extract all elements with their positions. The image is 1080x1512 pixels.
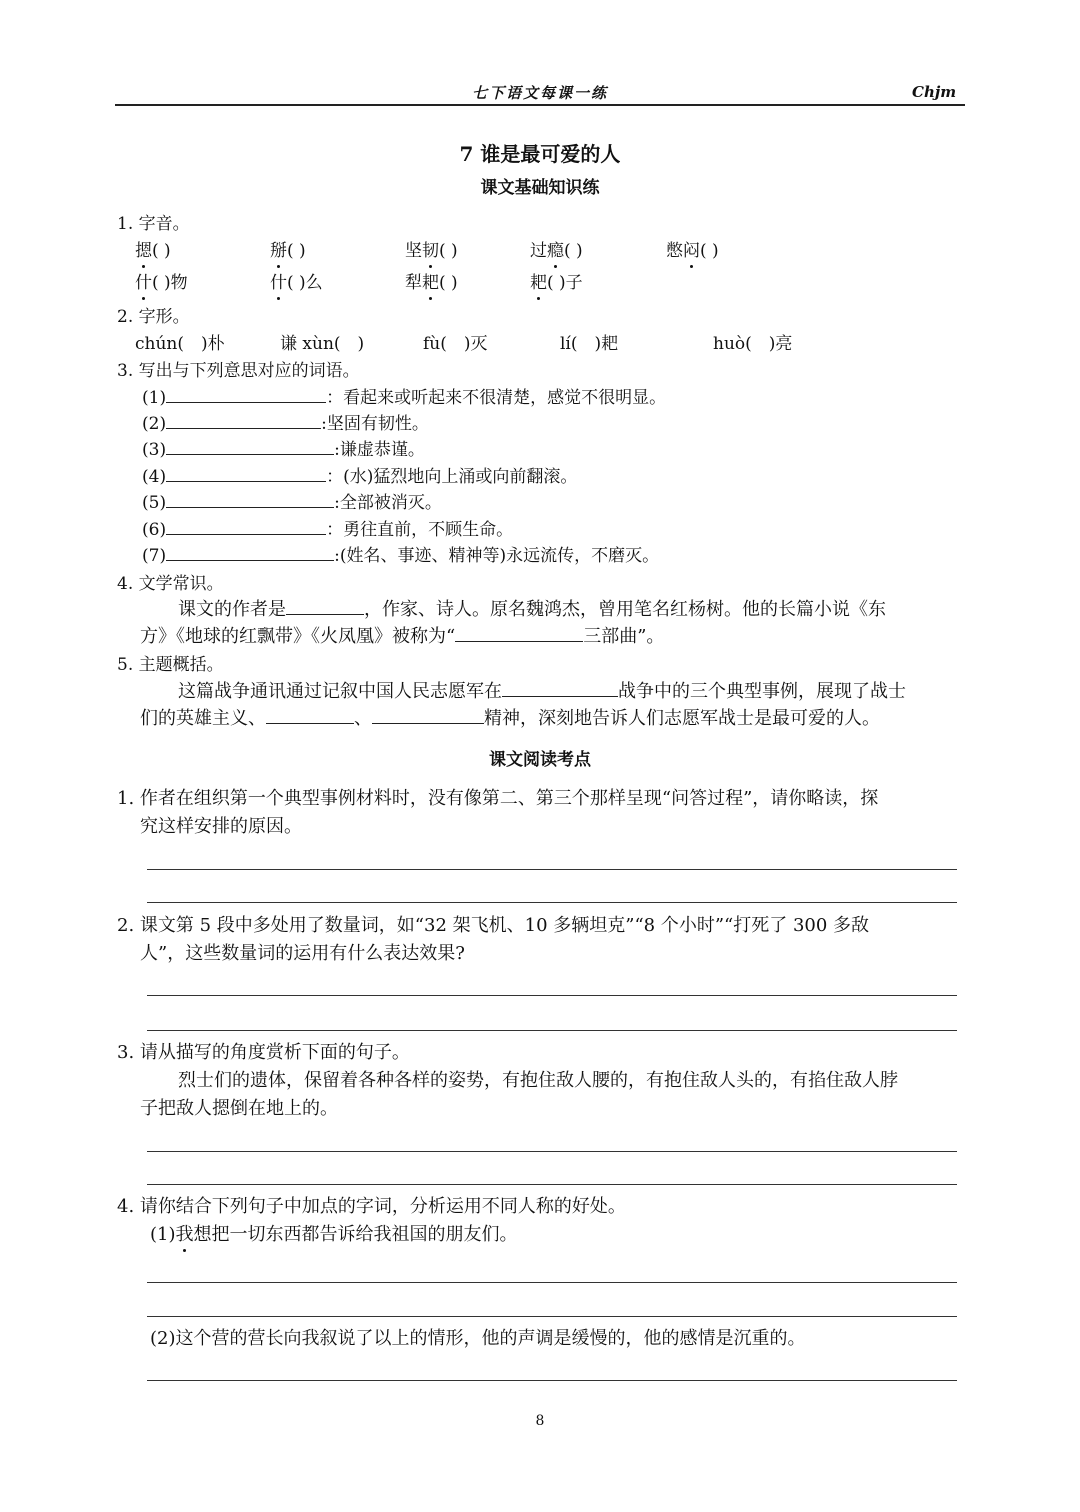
answer-line[interactable] xyxy=(147,1151,957,1152)
answer-line[interactable] xyxy=(147,869,957,870)
q1-row1: 摁( ) xyxy=(135,241,171,261)
section-title-reading: 课文阅读考点 xyxy=(489,750,591,770)
q1-row2-item1: 什( )物 xyxy=(135,273,188,293)
q3-item-1: (1) ：看起来或听起来不很清楚，感觉不很明显。 xyxy=(142,388,667,408)
page-number: 8 xyxy=(535,1413,545,1429)
spirit-blank-1[interactable] xyxy=(266,708,354,724)
r3-line3: 子把敌人摁倒在地上的。 xyxy=(140,1098,338,1119)
answer-line[interactable] xyxy=(147,1316,957,1317)
header-title: 七下语文每课一练 xyxy=(471,84,608,102)
answer-line[interactable] xyxy=(147,1282,957,1283)
q2-item-4: lí( )耙 xyxy=(560,334,619,354)
section-title-basics: 课文基础知识练 xyxy=(480,178,600,198)
header-divider xyxy=(115,104,965,106)
r4-sentence1: (1)我想把一切东西都告诉给我祖国的朋友们。 xyxy=(150,1224,518,1245)
header-author: Chjm xyxy=(912,83,957,101)
q5-line1: 这篇战争通讯通过记叙中国人民志愿军在 战争中的三个典型事例，展现了战士 xyxy=(178,681,906,702)
q1-row2-item2: 什( )么 xyxy=(270,273,323,293)
q4-line1: 课文的作者是 ，作家、诗人。原名魏鸿杰，曾用笔名红杨树。他的长篇小说《东 xyxy=(178,599,886,620)
r2-line2: 人”，这些数量词的运用有什么表达效果? xyxy=(140,943,465,964)
q4-label: 4. 文学常识。 xyxy=(117,574,224,594)
r1-line2: 究这样安排的原因。 xyxy=(140,816,302,837)
answer-line[interactable] xyxy=(147,902,957,903)
trilogy-blank[interactable] xyxy=(455,626,583,642)
answer-line[interactable] xyxy=(147,1380,957,1381)
q2-item-1: chún( )朴 xyxy=(135,334,225,354)
q2-item-3: fù( )灭 xyxy=(423,334,488,354)
r4-line1: 4. 请你结合下列句子中加点的字词，分析运用不同人称的好处。 xyxy=(117,1196,626,1217)
answer-blank[interactable] xyxy=(166,439,334,455)
q2-label: 2. 字形。 xyxy=(117,307,190,327)
answer-blank[interactable] xyxy=(166,387,326,403)
answer-line[interactable] xyxy=(147,1030,957,1031)
q3-item-4: (4) ：(水)猛烈地向上涌或向前翻滚。 xyxy=(142,467,578,487)
q3-label: 3. 写出与下列意思对应的词语。 xyxy=(117,361,360,381)
q2-item-2: 谦 xùn( ) xyxy=(280,334,365,354)
r3-line2: 烈士们的遗体，保留着各种各样的姿势，有抱住敌人腰的，有抱住敌人头的，有掐住敌人脖 xyxy=(178,1070,898,1091)
answer-blank[interactable] xyxy=(166,519,326,535)
spirit-blank-2[interactable] xyxy=(372,708,484,724)
lesson-title: 7 谁是最可爱的人 xyxy=(459,142,621,166)
answer-line[interactable] xyxy=(147,1184,957,1185)
q1-label: 1. 字音。 xyxy=(117,214,190,234)
q1-row1-item3: 坚韧( ) xyxy=(405,241,458,261)
q3-item-3: (3) :谦虚恭谨。 xyxy=(142,440,425,460)
answer-blank[interactable] xyxy=(166,413,321,429)
q3-item-7: (7) :(姓名、事迹、精神等)永远流传，不磨灭。 xyxy=(142,546,660,566)
q5-label: 5. 主题概括。 xyxy=(117,655,224,675)
q1-row1-item2: 掰( ) xyxy=(270,241,306,261)
q3-item-6: (6) ：勇往直前，不顾生命。 xyxy=(142,520,514,540)
r1-line1: 1. 作者在组织第一个典型事例材料时，没有像第二、第三个那样呈现“问答过程”，请你略读，探 xyxy=(117,788,879,809)
war-blank[interactable] xyxy=(502,681,618,697)
answer-blank[interactable] xyxy=(166,545,334,561)
r3-line1: 3. 请从描写的角度赏析下面的句子。 xyxy=(117,1042,410,1063)
author-blank[interactable] xyxy=(286,599,364,615)
q5-line2: 们的英雄主义、 、 精神，深刻地告诉人们志愿军战士是最可爱的人。 xyxy=(140,708,880,729)
q3-item-2: (2) :坚固有韧性。 xyxy=(142,414,429,434)
q2-item-5: huò( )亮 xyxy=(713,334,793,354)
q1-row1-item5: 憋闷( ) xyxy=(666,241,719,261)
answer-blank[interactable] xyxy=(166,492,334,508)
q1-row2-item3: 犁耙( ) xyxy=(405,273,458,293)
r4-sentence2: (2)这个营的营长向我叙说了以上的情形，他的声调是缓慢的，他的感情是沉重的。 xyxy=(150,1328,806,1349)
q1-row1-item4: 过瘾( ) xyxy=(530,241,583,261)
q4-line2: 方》《地球的红飘带》《火凤凰》被称为“ 三部曲”。 xyxy=(140,626,665,647)
q1-row2-item4: 耙( )子 xyxy=(530,273,583,293)
q3-item-5: (5) :全部被消灭。 xyxy=(142,493,442,513)
r2-line1: 2. 课文第 5 段中多处用了数量词，如“32 架飞机、10 多辆坦克”“8 个小时”“打死了 300 多敌 xyxy=(117,915,870,936)
answer-blank[interactable] xyxy=(166,466,326,482)
answer-line[interactable] xyxy=(147,995,957,996)
